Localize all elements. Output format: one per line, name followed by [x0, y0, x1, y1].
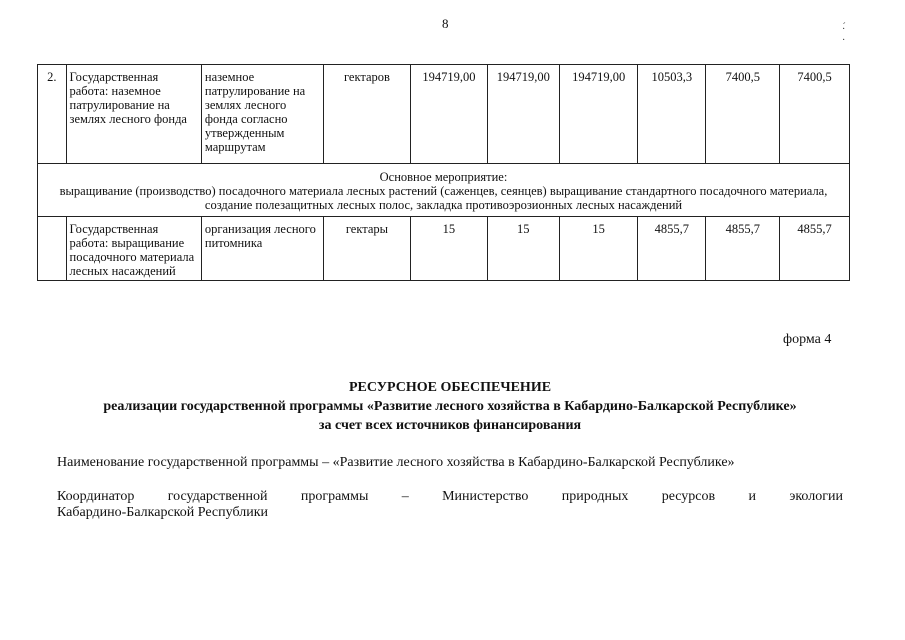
coordinator-word: Министерство [442, 489, 529, 504]
value-cell: 4855,7 [780, 217, 850, 281]
value-cell: 194719,00 [411, 65, 487, 164]
document-subheading: реализации государственной программы «Развитие лесного хозяйства в Кабардино-Балкарской Республике» [103, 399, 797, 414]
document-subheading: за счет всех источников финансирования [318, 418, 582, 433]
coordinator-word: государственной [167, 489, 268, 504]
table-row [38, 217, 850, 281]
value-cell: 10503,3 [638, 65, 706, 164]
coordinator-word: экологии [789, 489, 843, 504]
value-cell: 4855,7 [638, 217, 706, 281]
section-text-line: выращивание (производство) посадочного материала лесных растений (саженцев, сеянцев) выращивание стандартного посадочного материала, [59, 184, 828, 198]
coordinator-word: – [401, 489, 409, 504]
coordinator-word: природных [561, 489, 629, 504]
value-cell: 15 [411, 217, 487, 281]
coordinator-line [57, 489, 843, 505]
value-cell: 7400,5 [780, 65, 850, 164]
work-name-cell: Государственная работа: наземное патрулирование на землях лесного фонда [66, 65, 201, 164]
unit-cell: гектары [323, 217, 411, 281]
coordinator-word: ресурсов [661, 489, 716, 504]
value-cell: 4855,7 [706, 217, 780, 281]
value-cell: 15 [487, 217, 559, 281]
value-cell: 194719,00 [487, 65, 559, 164]
program-name-line: Наименование государственной программы – «Развитие лесного хозяйства в Кабардино-Балкарской Республике» [57, 455, 735, 470]
section-header-cell [38, 164, 850, 217]
table-row [38, 65, 850, 164]
value-cell: 15 [560, 217, 638, 281]
value-cell: 194719,00 [560, 65, 638, 164]
form-label: форма 4 [783, 332, 832, 347]
coordinator-word: программы [300, 489, 369, 504]
measure-cell: организация лесного питомника [201, 217, 323, 281]
value-cell: 7400,5 [706, 65, 780, 164]
document-heading: РЕСУРСНОЕ ОБЕСПЕЧЕНИЕ [348, 380, 552, 395]
row-number-cell [38, 217, 67, 281]
row-number-cell: 2. [38, 65, 67, 164]
coordinator-line-2: Кабардино-Балкарской Республики [57, 505, 268, 520]
coordinator-word: и [748, 489, 756, 504]
coordinator-word: Координатор [57, 489, 135, 504]
work-name-cell: Государственная работа: выращивание посадочного материала лесных насаждений [66, 217, 201, 281]
section-row [38, 164, 850, 217]
scan-specks: ·́ · [842, 24, 876, 46]
measure-cell: наземное патрулирование на землях лесного фонда согласно утвержденным маршрутам [201, 65, 323, 164]
unit-cell: гектаров [323, 65, 411, 164]
page-number: 8 [442, 16, 449, 31]
section-text-line: создание полезащитных лесных полос, закладка противоэрозионных лесных насаждений [204, 198, 683, 212]
activities-table [37, 64, 850, 281]
section-title: Основное мероприятие: [379, 170, 508, 184]
